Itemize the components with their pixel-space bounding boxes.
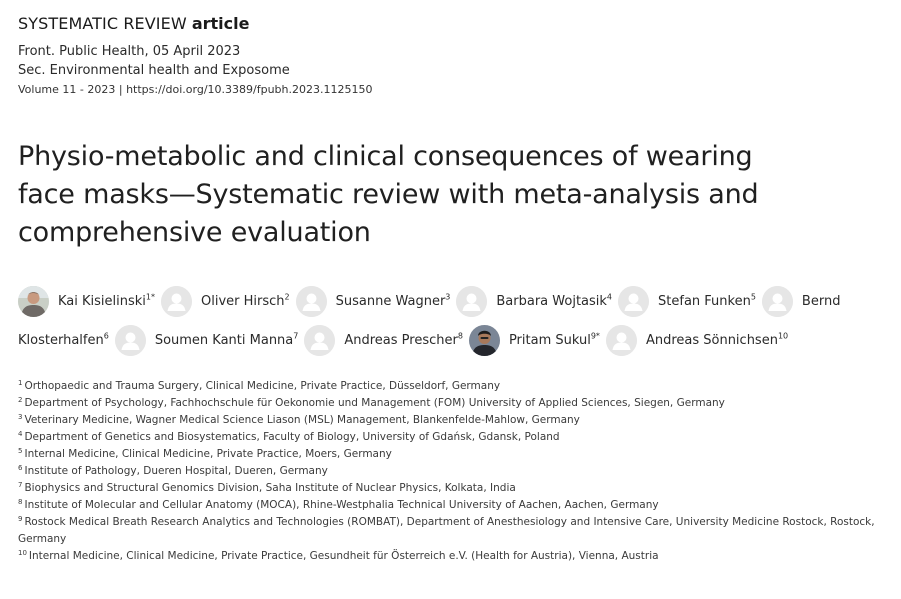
- author-item[interactable]: [304, 321, 463, 360]
- author-name[interactable]: [336, 282, 451, 321]
- author-name-text: Stefan Funken: [658, 294, 751, 309]
- affiliation-text: Department of Psychology, Fachhochschule für Oekonomie und Management (FOM) University of Applied Sciences, Siegen, Germany: [24, 397, 725, 409]
- author-name-text: Klosterhalfen: [18, 333, 104, 348]
- affiliation-text: Institute of Pathology, Dueren Hospital, Dueren, Germany: [24, 465, 328, 477]
- author-name-text: Soumen Kanti Manna: [154, 333, 294, 348]
- affiliation-item: [18, 395, 884, 412]
- author-name[interactable]: [58, 282, 155, 321]
- author-name[interactable]: [18, 321, 109, 360]
- affiliation-text: Orthopaedic and Trauma Surgery, Clinical Medicine, Private Practice, Düsseldorf, Germany: [24, 380, 501, 392]
- author-affiliation-marker: 6: [103, 331, 109, 341]
- affiliation-item: [18, 497, 884, 514]
- person-icon: [762, 286, 793, 317]
- author-name[interactable]: [646, 321, 788, 360]
- person-icon: [456, 286, 487, 317]
- author-affiliation-marker: 9*: [590, 331, 600, 341]
- author-affiliation-marker: 10: [777, 331, 789, 341]
- person-icon: [618, 286, 649, 317]
- author-affiliation-marker: 2: [284, 292, 290, 302]
- author-item[interactable]: [161, 282, 290, 321]
- person-icon: [606, 325, 637, 356]
- title-line: comprehensive evaluation: [18, 217, 371, 248]
- affiliation-list: [18, 378, 884, 565]
- affiliation-number: 5: [18, 446, 23, 455]
- author-item[interactable]: [18, 282, 155, 321]
- affiliation-number: 1: [18, 378, 23, 387]
- author-item[interactable]: [296, 282, 451, 321]
- affiliation-number: 8: [18, 497, 23, 506]
- volume-doi-line: [18, 82, 884, 98]
- article-header: [18, 10, 884, 576]
- author-item[interactable]: [762, 282, 841, 321]
- affiliation-text: Internal Medicine, Clinical Medicine, Private Practice, Moers, Germany: [24, 448, 392, 460]
- volume-text: Volume 11 - 2023: [18, 83, 116, 96]
- author-item[interactable]: [115, 321, 299, 360]
- author-name[interactable]: [802, 282, 841, 321]
- article-title: [18, 138, 868, 252]
- affiliation-item: [18, 548, 884, 565]
- author-name-text: Bernd: [801, 294, 841, 309]
- affiliation-item: [18, 429, 884, 446]
- person-icon: [115, 325, 146, 356]
- author-name-text: Barbara Wojtasik: [496, 294, 607, 309]
- article-type-kind: SYSTEMATIC REVIEW: [18, 14, 187, 33]
- affiliation-text: Rostock Medical Breath Research Analytics and Technologies (ROMBAT), Department of Anesthesiology and Intensive Care, University Medicine Rostock, Rostock, Germany: [18, 516, 875, 545]
- affiliation-item: [18, 378, 884, 395]
- title-line: Physio-metabolic and clinical consequences of wearing: [18, 141, 753, 172]
- author-item[interactable]: [606, 321, 788, 360]
- author-name[interactable]: [344, 321, 463, 360]
- author-name[interactable]: [155, 321, 299, 360]
- author-affiliation-marker: 4: [606, 292, 613, 302]
- affiliation-text: Biophysics and Structural Genomics Division, Saha Institute of Nuclear Physics, Kolkata, India: [24, 482, 516, 494]
- author-item[interactable]: [18, 321, 109, 360]
- affiliation-number: 7: [18, 480, 23, 489]
- person-icon: [304, 325, 335, 356]
- affiliation-text: Department of Genetics and Biosystematics, Faculty of Biology, University of Gdańsk, Gdansk, Poland: [24, 431, 560, 443]
- author-item[interactable]: [469, 321, 600, 360]
- author-name-text: Andreas Prescher: [344, 333, 458, 348]
- author-photo: [18, 286, 49, 317]
- author-name[interactable]: [509, 321, 600, 360]
- author-name[interactable]: [658, 282, 756, 321]
- volume-separator: |: [115, 83, 127, 96]
- author-name-text: Kai Kisielinski: [58, 294, 146, 309]
- affiliation-item: [18, 514, 884, 548]
- person-icon: [161, 286, 192, 317]
- article-type-word: article: [191, 14, 250, 33]
- author-affiliation-marker: 8: [457, 331, 463, 341]
- section-line: Sec. Environmental health and Exposome: [18, 63, 290, 78]
- author-photo: [469, 325, 500, 356]
- affiliation-text: Internal Medicine, Clinical Medicine, Private Practice, Gesundheit für Österreich e.V. (Health for Austria), Vienna, Austria: [28, 550, 659, 562]
- author-name-text: Susanne Wagner: [335, 294, 446, 309]
- affiliation-number: 9: [18, 514, 23, 523]
- title-line: face masks—Systematic review with meta-analysis and: [18, 179, 759, 210]
- affiliation-text: Veterinary Medicine, Wagner Medical Science Liason (MSL) Management, Blankenfelde-Mahlow, Germany: [24, 414, 580, 426]
- affiliation-item: [18, 480, 884, 497]
- author-name-text: Pritam Sukul: [508, 333, 591, 348]
- affiliation-item: [18, 412, 884, 429]
- article-type: [18, 12, 884, 36]
- author-item[interactable]: [618, 282, 756, 321]
- affiliation-item: [18, 446, 884, 463]
- journal-line: Front. Public Health, 05 April 2023: [18, 44, 241, 59]
- affiliation-number: 10: [18, 548, 27, 557]
- affiliation-number: 3: [18, 412, 23, 421]
- affiliation-text: Institute of Molecular and Cellular Anatomy (MOCA), Rhine-Westphalia Technical University of Aachen, Aachen, Germany: [24, 499, 659, 511]
- affiliation-item: [18, 463, 884, 480]
- affiliation-number: 6: [18, 463, 23, 472]
- author-name-text: Andreas Sönnichsen: [645, 333, 778, 348]
- author-name[interactable]: [201, 282, 290, 321]
- affiliation-number: 2: [18, 395, 23, 404]
- author-list: [18, 282, 878, 360]
- person-icon: [296, 286, 327, 317]
- affiliation-number: 4: [18, 429, 23, 438]
- author-affiliation-marker: 1*: [145, 292, 155, 302]
- author-name-text: Oliver Hirsch: [201, 294, 285, 309]
- author-affiliation-marker: 3: [445, 292, 451, 302]
- doi-link[interactable]: https://doi.org/10.3389/fpubh.2023.1125150: [126, 83, 373, 96]
- author-affiliation-marker: 7: [293, 331, 299, 341]
- author-name[interactable]: [496, 282, 612, 321]
- author-item[interactable]: [456, 282, 612, 321]
- author-affiliation-marker: 5: [750, 292, 756, 302]
